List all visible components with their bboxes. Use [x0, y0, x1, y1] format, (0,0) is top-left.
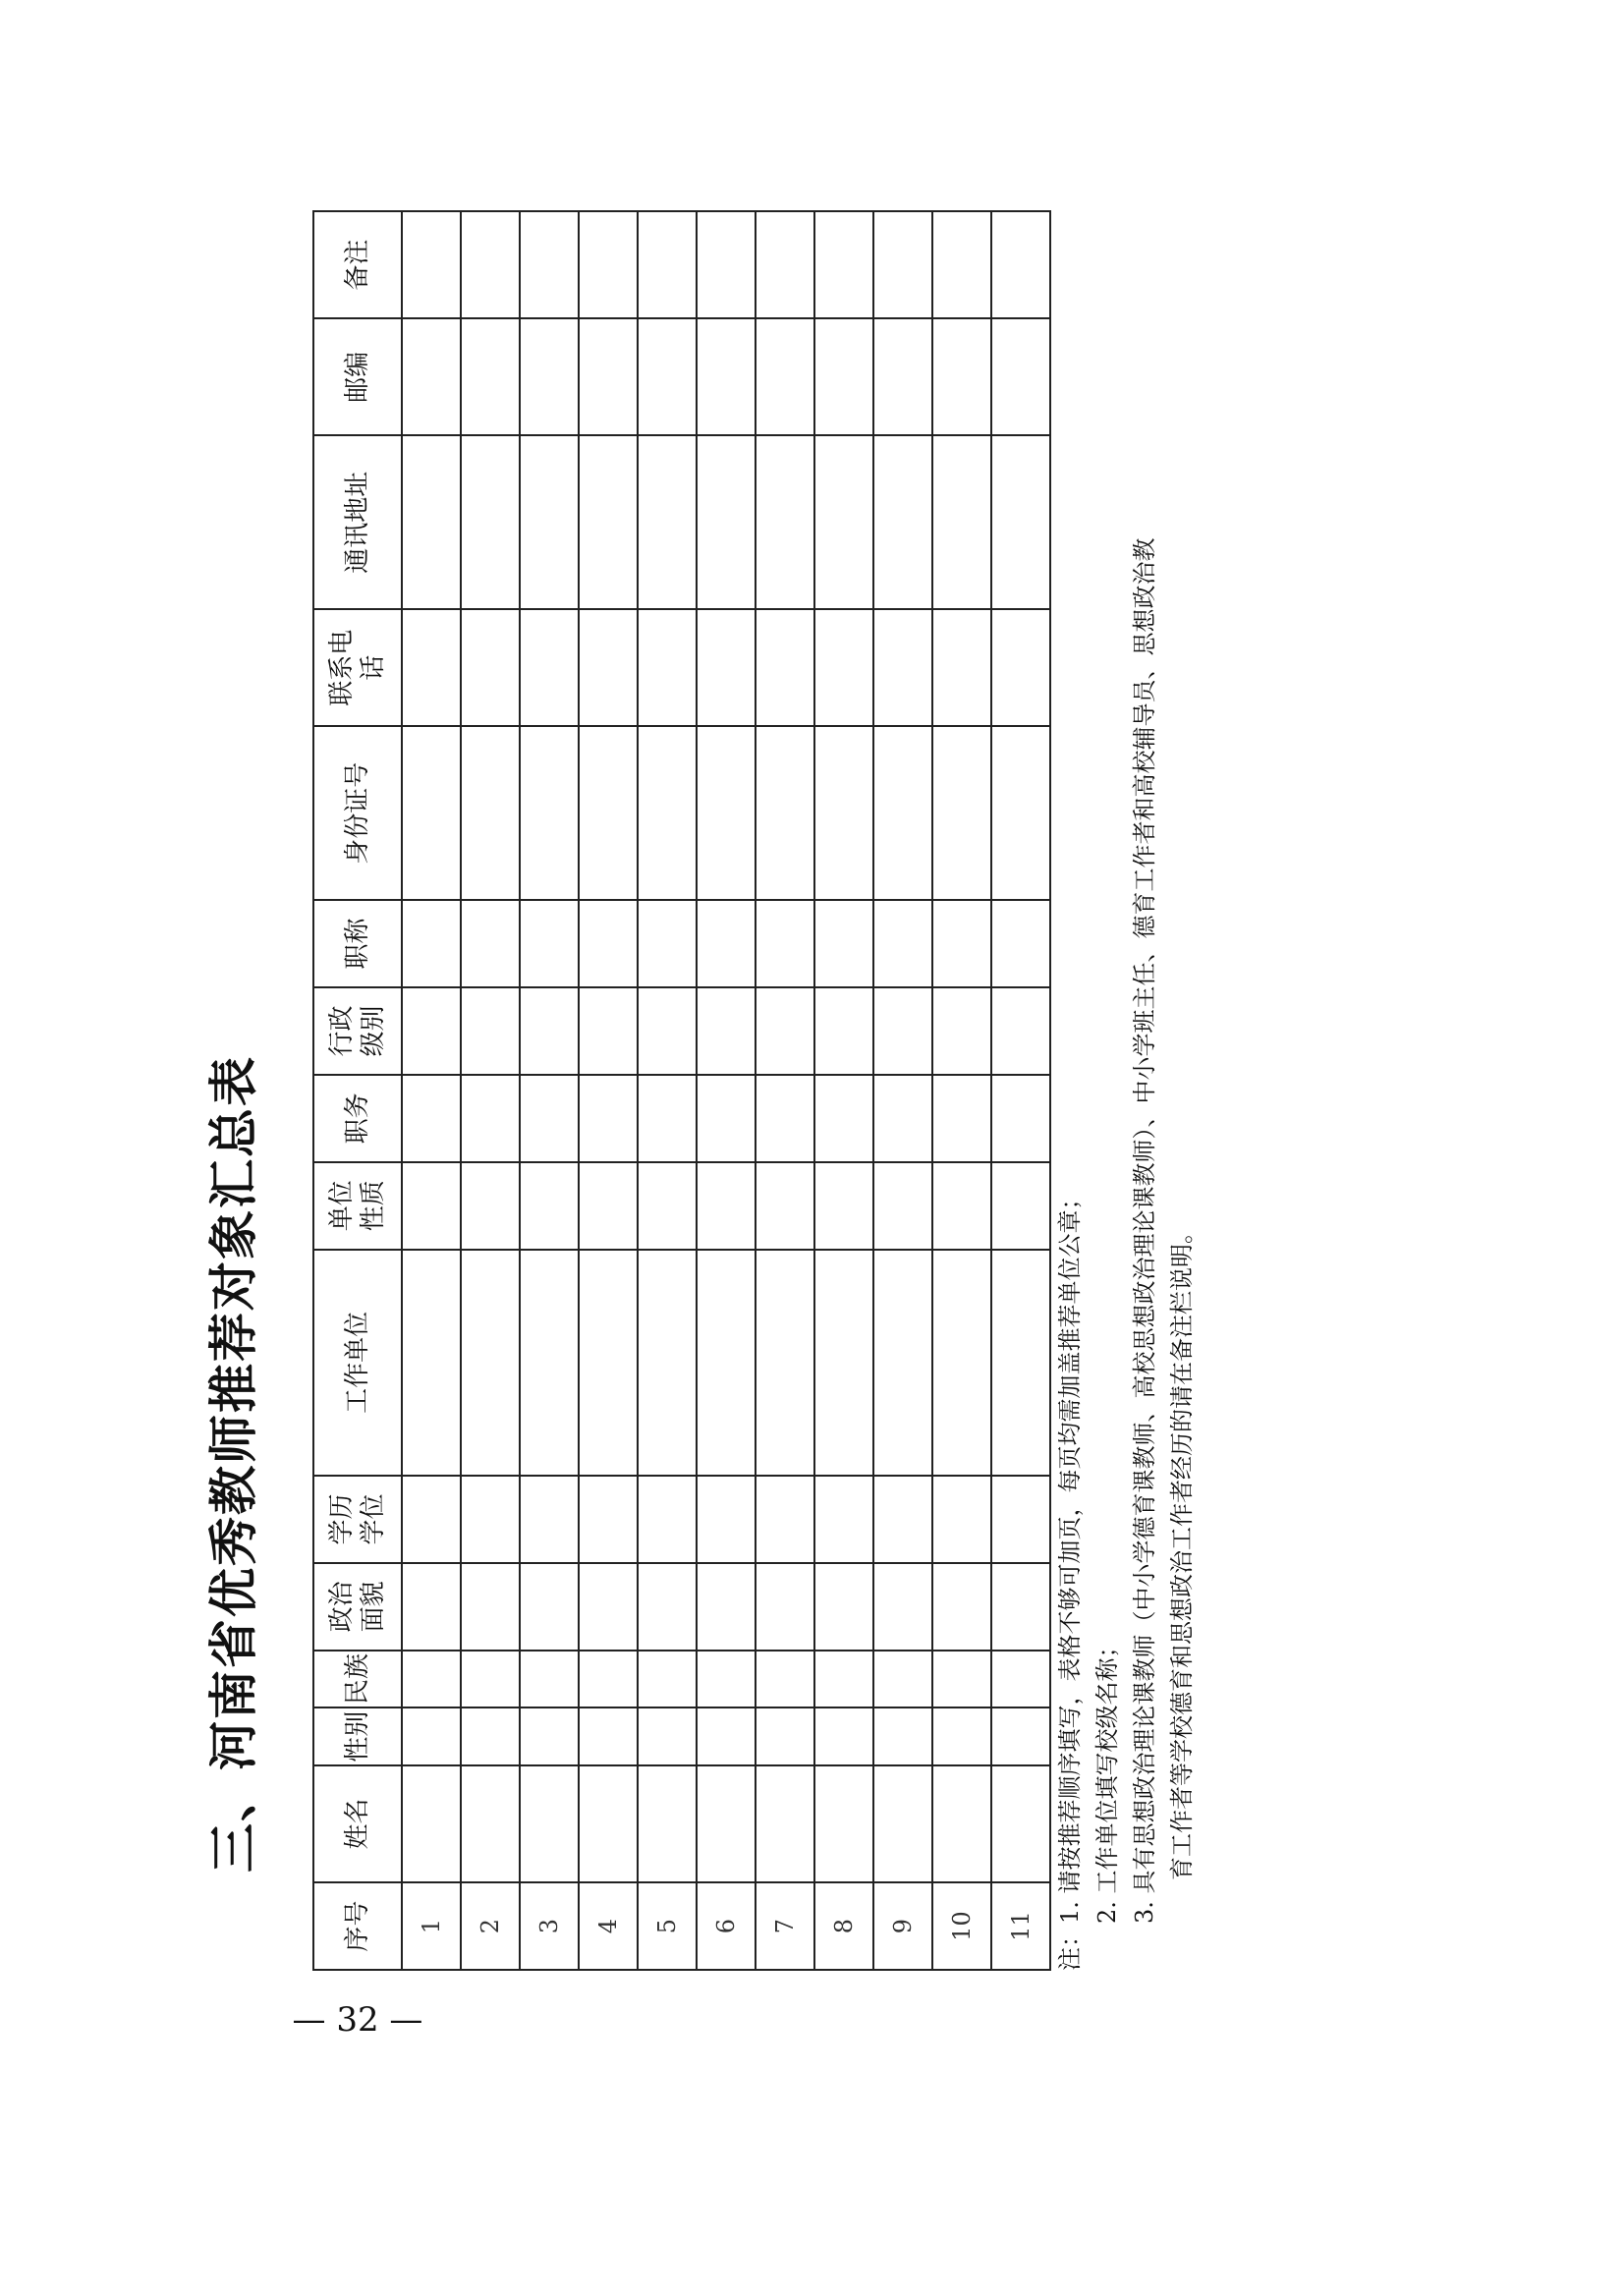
- table-cell: [873, 609, 932, 726]
- table-cell: [402, 900, 461, 987]
- table-cell: [873, 900, 932, 987]
- table-cell: [579, 211, 638, 318]
- table-cell: [932, 609, 991, 726]
- note-line: [1126, 202, 1163, 1971]
- table-cell: [697, 1707, 756, 1765]
- table-cell: [932, 1651, 991, 1708]
- page-number: — 32 —: [292, 2000, 423, 2040]
- table-cell: [873, 1250, 932, 1476]
- row-number-cell: 10: [932, 1882, 991, 1970]
- table-cell: [991, 726, 1050, 900]
- table-cell: [402, 609, 461, 726]
- table-cell: [814, 726, 873, 900]
- row-number-cell: 2: [461, 1882, 520, 1970]
- header-cell: 单位性质: [313, 1162, 402, 1250]
- table-cell: [697, 726, 756, 900]
- table-cell: [638, 726, 697, 900]
- table-cell: [638, 435, 697, 609]
- table-cell: [756, 987, 814, 1075]
- table-cell: [991, 1563, 1050, 1651]
- table-cell: [520, 900, 579, 987]
- table-cell: [520, 1563, 579, 1651]
- notes-prefix: 注：: [1056, 1924, 1084, 1971]
- table-cell: [520, 1075, 579, 1162]
- note-item: 2. 工作单位填写校级名称；: [1093, 1634, 1121, 1924]
- table-cell: [638, 1075, 697, 1162]
- table-cell: [638, 1250, 697, 1476]
- table-body: [402, 211, 1050, 1970]
- header-cell: 序号: [313, 1882, 402, 1970]
- table-cell: [814, 900, 873, 987]
- header-cell: 政治面貌: [313, 1563, 402, 1651]
- table-cell: [579, 1162, 638, 1250]
- table-cell: [991, 1651, 1050, 1708]
- table-cell: [756, 1765, 814, 1882]
- table-cell: [461, 318, 520, 435]
- table-row: [814, 211, 873, 1970]
- table-cell: [579, 609, 638, 726]
- table-cell: [932, 1476, 991, 1563]
- table-cell: [756, 1651, 814, 1708]
- table-cell: [461, 435, 520, 609]
- row-number-cell: 5: [638, 1882, 697, 1970]
- header-cell: 学历学位: [313, 1476, 402, 1563]
- note-item: 育工作者等学校德育和思想政治工作者经历的请在备注栏说明。: [1168, 1220, 1196, 1880]
- table-cell: [638, 1476, 697, 1563]
- table-cell: [814, 1707, 873, 1765]
- table-cell: [402, 726, 461, 900]
- row-number-cell: 4: [579, 1882, 638, 1970]
- table-row: [873, 211, 932, 1970]
- header-cell: 职称: [313, 900, 402, 987]
- row-number-cell: 3: [520, 1882, 579, 1970]
- header-cell: 工作单位: [313, 1250, 402, 1476]
- table-cell: [520, 726, 579, 900]
- note-line: [1051, 202, 1089, 1971]
- table-cell: [991, 987, 1050, 1075]
- note-item: 3. 具有思想政治理论课教师（中小学德育课教师、高校思想政治理论课教师）、中小学班主任、德育工作者和高校辅导员、思想政治教: [1131, 537, 1158, 1924]
- table-cell: [520, 211, 579, 318]
- row-number-cell: 11: [991, 1882, 1050, 1970]
- table-cell: [520, 1707, 579, 1765]
- table-cell: [697, 900, 756, 987]
- table-cell: [991, 435, 1050, 609]
- table-cell: [697, 1563, 756, 1651]
- table-cell: [402, 435, 461, 609]
- table-cell: [520, 1476, 579, 1563]
- table-cell: [873, 1075, 932, 1162]
- header-cell: 通讯地址: [313, 435, 402, 609]
- table-cell: [402, 987, 461, 1075]
- table-cell: [638, 1651, 697, 1708]
- table-cell: [814, 1162, 873, 1250]
- table-cell: [402, 1563, 461, 1651]
- table-cell: [756, 1075, 814, 1162]
- table-cell: [638, 609, 697, 726]
- table-cell: [579, 987, 638, 1075]
- table-cell: [520, 1765, 579, 1882]
- table-cell: [697, 1765, 756, 1882]
- table-cell: [991, 211, 1050, 318]
- header-cell: 姓名: [313, 1765, 402, 1882]
- row-number-cell: 7: [756, 1882, 814, 1970]
- table-cell: [932, 1765, 991, 1882]
- table-cell: [461, 1563, 520, 1651]
- table-cell: [991, 900, 1050, 987]
- note-item: 1. 请按推荐顺序填写，表格不够可加页，每页均需加盖推荐单位公章；: [1056, 1186, 1084, 1924]
- table-cell: [932, 987, 991, 1075]
- table-cell: [756, 1250, 814, 1476]
- header-cell: 备注: [313, 211, 402, 318]
- header-cell: 联系电话: [313, 609, 402, 726]
- table-cell: [579, 1651, 638, 1708]
- table-cell: [814, 1651, 873, 1708]
- table-cell: [991, 1250, 1050, 1476]
- header-cell: 身份证号: [313, 726, 402, 900]
- table-cell: [873, 1651, 932, 1708]
- table-cell: [814, 211, 873, 318]
- table-cell: [756, 1162, 814, 1250]
- table-cell: [697, 1476, 756, 1563]
- table-cell: [814, 609, 873, 726]
- table-cell: [873, 435, 932, 609]
- table-cell: [873, 211, 932, 318]
- table-row: [579, 211, 638, 1970]
- row-number-cell: 8: [814, 1882, 873, 1970]
- table-cell: [520, 987, 579, 1075]
- table-row: [932, 211, 991, 1970]
- table-cell: [461, 609, 520, 726]
- table-cell: [402, 1765, 461, 1882]
- table-cell: [873, 1563, 932, 1651]
- header-row: [313, 211, 402, 1970]
- table-cell: [638, 1162, 697, 1250]
- row-number-cell: 9: [873, 1882, 932, 1970]
- table-cell: [756, 900, 814, 987]
- table-cell: [814, 1765, 873, 1882]
- table-row: [697, 211, 756, 1970]
- table-cell: [873, 987, 932, 1075]
- table-cell: [756, 1476, 814, 1563]
- table-cell: [873, 1476, 932, 1563]
- table-cell: [402, 1075, 461, 1162]
- table-row: [402, 211, 461, 1970]
- table-cell: [697, 1162, 756, 1250]
- table-cell: [756, 211, 814, 318]
- table-cell: [873, 1765, 932, 1882]
- table-cell: [697, 435, 756, 609]
- table-row: [520, 211, 579, 1970]
- table-cell: [932, 900, 991, 987]
- table-cell: [520, 1250, 579, 1476]
- table-cell: [520, 435, 579, 609]
- note-line: [1163, 202, 1201, 1971]
- table-row: [638, 211, 697, 1970]
- table-cell: [932, 435, 991, 609]
- table-cell: [991, 1765, 1050, 1882]
- table-row: [756, 211, 814, 1970]
- table-cell: [756, 435, 814, 609]
- table-cell: [697, 318, 756, 435]
- table-cell: [756, 609, 814, 726]
- table-row: [461, 211, 520, 1970]
- table-cell: [520, 1651, 579, 1708]
- notes-section: [1051, 202, 1201, 1971]
- table-cell: [697, 987, 756, 1075]
- table-cell: [873, 318, 932, 435]
- table-cell: [461, 726, 520, 900]
- table-cell: [461, 1651, 520, 1708]
- header-cell: 民族: [313, 1651, 402, 1708]
- page-number-wrapper: [250, 2000, 466, 2040]
- table-cell: [638, 1765, 697, 1882]
- table-cell: [402, 1250, 461, 1476]
- table-cell: [697, 1651, 756, 1708]
- table-cell: [814, 1476, 873, 1563]
- table-cell: [991, 1707, 1050, 1765]
- table-cell: [697, 609, 756, 726]
- table-cell: [402, 318, 461, 435]
- table-cell: [814, 1250, 873, 1476]
- table-cell: [932, 1162, 991, 1250]
- table-cell: [402, 1476, 461, 1563]
- table-cell: [932, 211, 991, 318]
- table-cell: [461, 1075, 520, 1162]
- table-cell: [814, 987, 873, 1075]
- table-cell: [638, 1563, 697, 1651]
- table-cell: [461, 1476, 520, 1563]
- table-cell: [461, 1250, 520, 1476]
- table-row: [991, 211, 1050, 1970]
- table-cell: [756, 1563, 814, 1651]
- row-number-cell: 6: [697, 1882, 756, 1970]
- table-cell: [697, 1075, 756, 1162]
- table-cell: [991, 609, 1050, 726]
- header-cell: 邮编: [313, 318, 402, 435]
- table-cell: [579, 1250, 638, 1476]
- note-line: [1089, 202, 1126, 1971]
- table-cell: [814, 435, 873, 609]
- table-cell: [579, 1563, 638, 1651]
- table-cell: [932, 1707, 991, 1765]
- table-cell: [873, 726, 932, 900]
- table-cell: [932, 1563, 991, 1651]
- table-cell: [638, 318, 697, 435]
- table-cell: [579, 1476, 638, 1563]
- table-cell: [461, 987, 520, 1075]
- table-cell: [579, 1075, 638, 1162]
- row-number-cell: 1: [402, 1882, 461, 1970]
- table-cell: [873, 1162, 932, 1250]
- table-cell: [461, 1765, 520, 1882]
- table-cell: [991, 1162, 1050, 1250]
- table-cell: [932, 318, 991, 435]
- table-cell: [461, 1162, 520, 1250]
- table-cell: [991, 1075, 1050, 1162]
- table-cell: [756, 726, 814, 900]
- table-cell: [520, 318, 579, 435]
- table-cell: [520, 609, 579, 726]
- table-cell: [697, 211, 756, 318]
- table-cell: [461, 211, 520, 318]
- table-cell: [638, 1707, 697, 1765]
- table-cell: [638, 211, 697, 318]
- table-cell: [756, 1707, 814, 1765]
- table-cell: [579, 726, 638, 900]
- table-cell: [579, 1765, 638, 1882]
- table-cell: [991, 318, 1050, 435]
- table-cell: [697, 1250, 756, 1476]
- table-cell: [638, 900, 697, 987]
- table-cell: [932, 726, 991, 900]
- table-cell: [932, 1075, 991, 1162]
- table-cell: [756, 318, 814, 435]
- header-cell: 行政级别: [313, 987, 402, 1075]
- header-cell: 性别: [313, 1707, 402, 1765]
- table-cell: [814, 1075, 873, 1162]
- table-cell: [579, 435, 638, 609]
- table-cell: [520, 1162, 579, 1250]
- table-cell: [638, 987, 697, 1075]
- table-cell: [402, 1651, 461, 1708]
- header-cell: 职务: [313, 1075, 402, 1162]
- table-cell: [991, 1476, 1050, 1563]
- table-cell: [814, 318, 873, 435]
- table-cell: [579, 1707, 638, 1765]
- summary-table: [312, 210, 1051, 1971]
- table-cell: [402, 1162, 461, 1250]
- table-cell: [402, 211, 461, 318]
- table-cell: [814, 1563, 873, 1651]
- table-cell: [579, 900, 638, 987]
- table-cell: [461, 900, 520, 987]
- table-cell: [402, 1707, 461, 1765]
- table-cell: [873, 1707, 932, 1765]
- table-cell: [461, 1707, 520, 1765]
- page-title: 三、河南省优秀教师推荐对象汇总表: [205, 1055, 262, 1873]
- table-cell: [932, 1250, 991, 1476]
- table-cell: [579, 318, 638, 435]
